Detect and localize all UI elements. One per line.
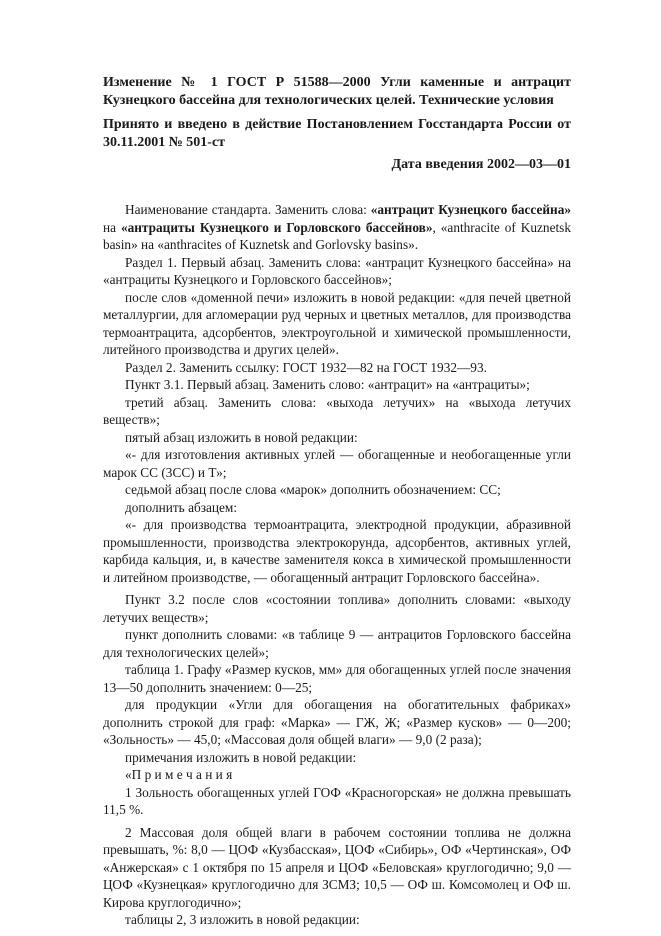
effective-date: Дата введения 2002—03—01 — [391, 157, 571, 172]
paragraph: дополнить абзацем: — [125, 499, 238, 515]
note-2: 2 Массовая доля общей влаги в рабочем состоянии топлива не должна превышать, %: 8,0 — ЦОФ «Кузбасская», ЦОФ «Сибирь», ОФ «Чертинская», ОФ «Анжерская» с 1 октября по 15 апреля и ЦОФ «Беловская» круглогодично; 9,0 — ЦОФ «Кузнецкая» круглогодично для ЗСМЗ; 10,5 — ОФ ш. Комсомолец и ОФ ш. Кирова круглогодично»; — [103, 824, 571, 910]
paragraph: третий абзац. Заменить слова: «выхода летучих» на «выхода летучих веществ»; — [103, 394, 571, 427]
amendment-title: Изменение № 1 ГОСТ Р 51588—2000 Угли каменные и антрацит Кузнецкого бассейна для технологических целей. Технические условия — [103, 75, 571, 108]
note-1: 1 Зольность обогащенных углей ГОФ «Красногорская» не должна превышать 11,5 %. — [103, 784, 571, 817]
paragraph: Раздел 1. Первый абзац. Заменить слова: «антрацит Кузнецкого бассейна» на «антрациты Кузнецкого и Горловского бассейнов»; — [103, 254, 571, 287]
notes-heading: «П р и м е ч а н и я — [125, 767, 233, 782]
adoption-statement: Принято и введено в действие Постановлением Госстандарта России от 30.11.2001 № 501-ст — [103, 117, 571, 150]
document-content — [103, 74, 571, 929]
paragraph: «- для изготовления активных углей — обогащенные и необогащенные угли марок СС (3СС) и Т»; — [103, 447, 571, 480]
paragraph: Раздел 2. Заменить ссылку: ГОСТ 1932—82 на ГОСТ 1932—93. — [125, 359, 487, 375]
paragraph: для продукции «Угли для обогащения на обогатительных фабриках» дополнить строкой для граф: «Марка» — ГЖ, Ж; «Размер кусков» — 0—200; «Зольность» — 45,0; «Массовая доля общей влаги» — 9,0 (2 раза); — [103, 697, 571, 747]
paragraph: седьмой абзац после слова «марок» дополнить обозначением: СС; — [125, 482, 501, 497]
paragraph: после слов «доменной печи» изложить в новой редакции: «для печей цветной металлургии, для агломерации руд черных и цветных металлов, для производства термоантрацита, адсорбентов, электроугольной и химической промышленности, литейного производства и других целей». — [103, 289, 571, 357]
paragraph: таблицы 2, 3 изложить в новой редакции: — [125, 912, 360, 927]
paragraph: примечания изложить в новой редакции: — [125, 749, 357, 765]
paragraph: пятый абзац изложить в новой редакции: — [125, 429, 358, 445]
paragraph: «- для производства термоантрацита, электродной продукции, абразивной промышленности, производства электрокорунда, адсорбентов, активных углей, карбида кальция, и, в качестве заменителя кокса в химической промышленности и литейном производстве, — обогащенный антрацит Горловского бассейна». — [103, 517, 571, 585]
paragraph: Пункт 3.2 после слов «состоянии топлива» дополнить словами: «выходу летучих веществ»; — [103, 592, 571, 625]
paragraph: Пункт 3.1. Первый абзац. Заменить слово: «антрацит» на «антрациты»; — [125, 377, 530, 392]
paragraph: Наименование стандарта. Заменить слова: «антрацит Кузнецкого бассейна» на «антрациты Кузнецкого и Горловского бассейнов», «anthracite of Kuznetsk basin» на «anthracites of Kuznetsk and Gorlovsky basins». — [103, 202, 572, 252]
amendment-body — [103, 201, 571, 929]
paragraph: пункт дополнить словами: «в таблице 9 — антрацитов Горловского бассейна для технологических целей»; — [103, 627, 571, 660]
paragraph: таблица 1. Графу «Размер кусков, мм» для обогащенных углей после значения 13—50 дополнить значением: 0—25; — [103, 662, 571, 695]
